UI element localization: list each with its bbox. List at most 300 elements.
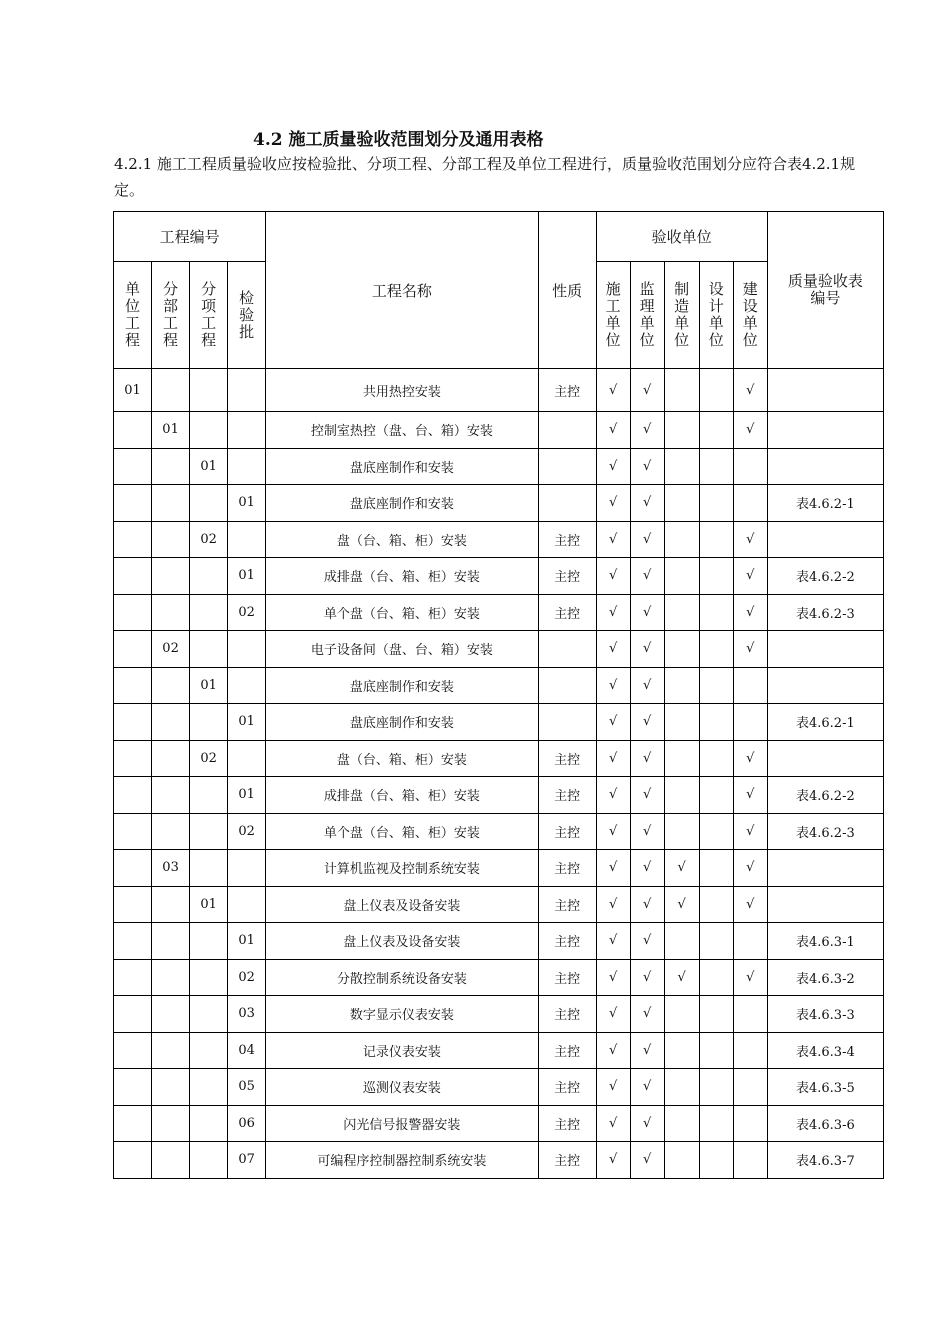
- header-batch: [228, 262, 266, 369]
- cell-c1: [114, 412, 152, 449]
- cell-d: [699, 959, 733, 996]
- cell-nature: 主控: [538, 886, 596, 923]
- cell-name: 盘（台、箱、柜）安装: [266, 521, 538, 558]
- cell-c2: [152, 1032, 190, 1069]
- cell-name: 电子设备间（盘、台、箱）安装: [266, 631, 538, 668]
- cell-s: √: [596, 485, 630, 522]
- table-row: [114, 959, 884, 996]
- cell-z: [664, 412, 699, 449]
- cell-c3: [190, 923, 228, 960]
- cell-z: [664, 521, 699, 558]
- cell-c4: 01: [228, 485, 266, 522]
- cell-name: 分散控制系统设备安装: [266, 959, 538, 996]
- cell-z: √: [664, 886, 699, 923]
- cell-c4: [228, 521, 266, 558]
- cell-name: 盘底座制作和安装: [266, 448, 538, 485]
- cell-j: √: [630, 813, 664, 850]
- cell-name: 盘底座制作和安装: [266, 485, 538, 522]
- cell-c4: [228, 448, 266, 485]
- cell-form: 表4.6.3-3: [767, 996, 883, 1033]
- cell-c2: [152, 485, 190, 522]
- cell-s: √: [596, 667, 630, 704]
- cell-c1: [114, 558, 152, 595]
- cell-d: [699, 740, 733, 777]
- cell-nature: [538, 485, 596, 522]
- cell-c2: [152, 1105, 190, 1142]
- cell-name: 盘底座制作和安装: [266, 667, 538, 704]
- cell-d: [699, 631, 733, 668]
- cell-s: √: [596, 631, 630, 668]
- cell-name: 数字显示仪表安装: [266, 996, 538, 1033]
- cell-c2: [152, 594, 190, 631]
- cell-c3: [190, 959, 228, 996]
- section-title: 4.2 施工质量验收范围划分及通用表格: [253, 130, 544, 150]
- cell-d: [699, 704, 733, 741]
- header-nature: 性质: [538, 212, 596, 369]
- cell-nature: 主控: [538, 959, 596, 996]
- table-row: [114, 740, 884, 777]
- header-supervise: [630, 262, 664, 369]
- table-row: [114, 412, 884, 449]
- cell-d: [699, 412, 733, 449]
- cell-form: [767, 412, 883, 449]
- cell-s: √: [596, 448, 630, 485]
- cell-name: 成排盘（台、箱、柜）安装: [266, 777, 538, 814]
- cell-c1: [114, 850, 152, 887]
- cell-d: [699, 923, 733, 960]
- cell-nature: [538, 412, 596, 449]
- cell-s: √: [596, 813, 630, 850]
- cell-c4: 02: [228, 959, 266, 996]
- section-paragraph: 4.2.1 施工工程质量验收应按检验批、分项工程、分部工程及单位工程进行，质量验收范围划分应符合表4.2.1规定。: [114, 155, 856, 199]
- cell-name: 记录仪表安装: [266, 1032, 538, 1069]
- cell-form: [767, 886, 883, 923]
- cell-s: √: [596, 521, 630, 558]
- cell-form: 表4.6.3-4: [767, 1032, 883, 1069]
- cell-nature: [538, 448, 596, 485]
- cell-b: √: [733, 813, 767, 850]
- cell-b: [733, 485, 767, 522]
- header-unit-text: 单位工程: [125, 280, 141, 349]
- cell-c2: [152, 1142, 190, 1179]
- cell-c1: [114, 448, 152, 485]
- header-design-text: 设计单位: [708, 280, 724, 349]
- cell-d: [699, 1142, 733, 1179]
- cell-j: √: [630, 631, 664, 668]
- cell-z: [664, 631, 699, 668]
- cell-c3: 01: [190, 448, 228, 485]
- cell-d: [699, 369, 733, 412]
- cell-z: [664, 558, 699, 595]
- cell-c4: 02: [228, 594, 266, 631]
- cell-d: [699, 558, 733, 595]
- cell-j: √: [630, 1105, 664, 1142]
- cell-name: 单个盘（台、箱、柜）安装: [266, 594, 538, 631]
- cell-c2: [152, 740, 190, 777]
- cell-c2: [152, 521, 190, 558]
- cell-form: 表4.6.2-2: [767, 558, 883, 595]
- cell-name: 成排盘（台、箱、柜）安装: [266, 558, 538, 595]
- cell-b: √: [733, 594, 767, 631]
- table-row: [114, 667, 884, 704]
- cell-form: [767, 369, 883, 412]
- cell-s: √: [596, 1069, 630, 1106]
- cell-form: 表4.6.2-1: [767, 704, 883, 741]
- cell-c3: [190, 1142, 228, 1179]
- cell-j: √: [630, 1142, 664, 1179]
- cell-c3: [190, 1105, 228, 1142]
- header-name: 工程名称: [266, 212, 538, 369]
- cell-c1: [114, 1069, 152, 1106]
- cell-form: [767, 631, 883, 668]
- cell-c3: [190, 1032, 228, 1069]
- cell-s: √: [596, 923, 630, 960]
- table-row: [114, 369, 884, 412]
- cell-c2: 02: [152, 631, 190, 668]
- cell-b: [733, 704, 767, 741]
- cell-j: √: [630, 740, 664, 777]
- cell-form: 表4.6.2-3: [767, 813, 883, 850]
- cell-z: [664, 740, 699, 777]
- cell-s: √: [596, 412, 630, 449]
- cell-c3: [190, 558, 228, 595]
- cell-b: √: [733, 777, 767, 814]
- cell-c4: [228, 369, 266, 412]
- cell-c2: [152, 777, 190, 814]
- cell-j: √: [630, 594, 664, 631]
- cell-form: [767, 667, 883, 704]
- header-build: [733, 262, 767, 369]
- cell-nature: 主控: [538, 996, 596, 1033]
- cell-z: [664, 1142, 699, 1179]
- cell-d: [699, 594, 733, 631]
- cell-c3: [190, 485, 228, 522]
- cell-j: √: [630, 558, 664, 595]
- cell-c3: 01: [190, 886, 228, 923]
- cell-name: 盘上仪表及设备安装: [266, 923, 538, 960]
- cell-c2: [152, 369, 190, 412]
- cell-d: [699, 850, 733, 887]
- table-row: [114, 996, 884, 1033]
- header-unit: [114, 262, 152, 369]
- table-row: [114, 448, 884, 485]
- table-row: [114, 558, 884, 595]
- cell-form: 表4.6.3-1: [767, 923, 883, 960]
- cell-c1: [114, 704, 152, 741]
- cell-s: √: [596, 959, 630, 996]
- cell-j: √: [630, 369, 664, 412]
- cell-c2: 01: [152, 412, 190, 449]
- cell-b: [733, 1032, 767, 1069]
- cell-c4: 06: [228, 1105, 266, 1142]
- cell-nature: 主控: [538, 594, 596, 631]
- cell-c2: [152, 667, 190, 704]
- cell-b: √: [733, 521, 767, 558]
- table-row: [114, 521, 884, 558]
- cell-j: √: [630, 886, 664, 923]
- cell-d: [699, 1105, 733, 1142]
- cell-b: √: [733, 886, 767, 923]
- cell-c1: [114, 740, 152, 777]
- table-row: [114, 813, 884, 850]
- cell-c2: [152, 813, 190, 850]
- cell-s: √: [596, 886, 630, 923]
- cell-s: √: [596, 369, 630, 412]
- cell-nature: 主控: [538, 1105, 596, 1142]
- cell-c4: 01: [228, 777, 266, 814]
- cell-z: [664, 1069, 699, 1106]
- cell-c3: [190, 996, 228, 1033]
- cell-b: [733, 1142, 767, 1179]
- cell-s: √: [596, 996, 630, 1033]
- cell-j: √: [630, 1069, 664, 1106]
- cell-c3: [190, 813, 228, 850]
- header-build-text: 建设单位: [742, 280, 758, 349]
- cell-c1: [114, 813, 152, 850]
- cell-s: √: [596, 777, 630, 814]
- cell-c1: [114, 886, 152, 923]
- cell-c1: [114, 1105, 152, 1142]
- cell-z: [664, 923, 699, 960]
- cell-c2: [152, 448, 190, 485]
- cell-name: 可编程序控制器控制系统安装: [266, 1142, 538, 1179]
- cell-nature: 主控: [538, 1142, 596, 1179]
- cell-j: √: [630, 667, 664, 704]
- cell-nature: [538, 704, 596, 741]
- header-design: [699, 262, 733, 369]
- cell-j: √: [630, 996, 664, 1033]
- cell-nature: [538, 667, 596, 704]
- cell-c4: [228, 667, 266, 704]
- cell-form: 表4.6.2-1: [767, 485, 883, 522]
- cell-c4: [228, 850, 266, 887]
- cell-c1: [114, 959, 152, 996]
- cell-b: √: [733, 850, 767, 887]
- cell-form: 表4.6.3-2: [767, 959, 883, 996]
- header-item: [190, 262, 228, 369]
- cell-z: √: [664, 959, 699, 996]
- cell-form: [767, 850, 883, 887]
- table-row: [114, 631, 884, 668]
- cell-form: [767, 448, 883, 485]
- cell-form: 表4.6.2-2: [767, 777, 883, 814]
- table-row: [114, 923, 884, 960]
- cell-c4: 07: [228, 1142, 266, 1179]
- cell-name: 盘（台、箱、柜）安装: [266, 740, 538, 777]
- cell-c4: 03: [228, 996, 266, 1033]
- cell-z: [664, 667, 699, 704]
- cell-c1: [114, 485, 152, 522]
- cell-form: 表4.6.3-7: [767, 1142, 883, 1179]
- cell-d: [699, 667, 733, 704]
- cell-s: √: [596, 704, 630, 741]
- cell-j: √: [630, 704, 664, 741]
- cell-c3: [190, 704, 228, 741]
- cell-s: √: [596, 1142, 630, 1179]
- cell-c3: [190, 1069, 228, 1106]
- cell-z: [664, 1105, 699, 1142]
- cell-b: √: [733, 558, 767, 595]
- cell-c1: [114, 667, 152, 704]
- header-code-group: 工程编号: [114, 212, 266, 262]
- cell-b: √: [733, 740, 767, 777]
- table-row: [114, 850, 884, 887]
- cell-b: [733, 448, 767, 485]
- cell-form: [767, 740, 883, 777]
- cell-c3: [190, 850, 228, 887]
- cell-s: √: [596, 1105, 630, 1142]
- cell-c3: [190, 369, 228, 412]
- header-form: [767, 212, 883, 369]
- cell-c2: [152, 558, 190, 595]
- cell-c1: [114, 521, 152, 558]
- cell-c2: [152, 1069, 190, 1106]
- cell-s: √: [596, 558, 630, 595]
- cell-nature: [538, 631, 596, 668]
- table-row: [114, 1069, 884, 1106]
- cell-nature: 主控: [538, 740, 596, 777]
- table-row: [114, 704, 884, 741]
- cell-c1: [114, 1142, 152, 1179]
- cell-nature: 主控: [538, 923, 596, 960]
- header-manufacture: [664, 262, 699, 369]
- cell-z: [664, 448, 699, 485]
- cell-nature: 主控: [538, 521, 596, 558]
- cell-c2: [152, 704, 190, 741]
- cell-s: √: [596, 1032, 630, 1069]
- cell-z: [664, 996, 699, 1033]
- cell-nature: 主控: [538, 369, 596, 412]
- table-row: [114, 485, 884, 522]
- cell-j: √: [630, 1032, 664, 1069]
- cell-c3: [190, 594, 228, 631]
- header-item-text: 分项工程: [201, 280, 217, 349]
- cell-c1: [114, 594, 152, 631]
- cell-j: √: [630, 923, 664, 960]
- header-accept-group: 验收单位: [596, 212, 767, 262]
- cell-d: [699, 996, 733, 1033]
- cell-d: [699, 813, 733, 850]
- cell-c4: 04: [228, 1032, 266, 1069]
- cell-c4: 02: [228, 813, 266, 850]
- cell-name: 计算机监视及控制系统安装: [266, 850, 538, 887]
- cell-s: √: [596, 850, 630, 887]
- cell-c2: 03: [152, 850, 190, 887]
- header-form-text: 质量验收表编号: [787, 272, 863, 307]
- table-row: [114, 594, 884, 631]
- cell-j: √: [630, 850, 664, 887]
- cell-c4: 01: [228, 923, 266, 960]
- cell-c4: 01: [228, 558, 266, 595]
- cell-b: [733, 1069, 767, 1106]
- cell-c1: [114, 923, 152, 960]
- cell-d: [699, 1069, 733, 1106]
- cell-j: √: [630, 448, 664, 485]
- cell-d: [699, 1032, 733, 1069]
- cell-nature: 主控: [538, 850, 596, 887]
- cell-c1: 01: [114, 369, 152, 412]
- cell-c1: [114, 631, 152, 668]
- cell-c1: [114, 996, 152, 1033]
- cell-c3: 02: [190, 521, 228, 558]
- cell-j: √: [630, 959, 664, 996]
- cell-z: √: [664, 850, 699, 887]
- cell-nature: 主控: [538, 558, 596, 595]
- cell-z: [664, 369, 699, 412]
- cell-j: √: [630, 485, 664, 522]
- cell-form: [767, 521, 883, 558]
- header-manufacture-text: 制造单位: [674, 280, 690, 349]
- cell-nature: 主控: [538, 1069, 596, 1106]
- header-construct-text: 施工单位: [605, 280, 621, 349]
- cell-c4: 05: [228, 1069, 266, 1106]
- cell-name: 单个盘（台、箱、柜）安装: [266, 813, 538, 850]
- cell-c3: 02: [190, 740, 228, 777]
- cell-j: √: [630, 777, 664, 814]
- cell-c2: [152, 959, 190, 996]
- acceptance-table: [113, 211, 884, 1179]
- cell-form: 表4.6.2-3: [767, 594, 883, 631]
- cell-c2: [152, 996, 190, 1033]
- table-row: [114, 1105, 884, 1142]
- cell-s: √: [596, 594, 630, 631]
- cell-name: 闪光信号报警器安装: [266, 1105, 538, 1142]
- cell-c4: [228, 740, 266, 777]
- header-supervise-text: 监理单位: [639, 280, 655, 349]
- cell-b: √: [733, 959, 767, 996]
- cell-c4: [228, 886, 266, 923]
- table-row: [114, 1032, 884, 1069]
- cell-b: √: [733, 412, 767, 449]
- cell-name: 共用热控安装: [266, 369, 538, 412]
- cell-nature: 主控: [538, 777, 596, 814]
- cell-b: [733, 996, 767, 1033]
- cell-name: 盘上仪表及设备安装: [266, 886, 538, 923]
- cell-c1: [114, 1032, 152, 1069]
- cell-d: [699, 448, 733, 485]
- cell-d: [699, 521, 733, 558]
- cell-d: [699, 777, 733, 814]
- cell-b: [733, 1105, 767, 1142]
- cell-d: [699, 485, 733, 522]
- cell-c3: [190, 777, 228, 814]
- cell-z: [664, 704, 699, 741]
- cell-s: √: [596, 740, 630, 777]
- cell-name: 巡测仪表安装: [266, 1069, 538, 1106]
- cell-z: [664, 1032, 699, 1069]
- cell-j: √: [630, 412, 664, 449]
- cell-b: √: [733, 369, 767, 412]
- cell-c3: [190, 412, 228, 449]
- cell-form: 表4.6.3-6: [767, 1105, 883, 1142]
- cell-c2: [152, 886, 190, 923]
- header-part: [152, 262, 190, 369]
- cell-c3: [190, 631, 228, 668]
- cell-form: 表4.6.3-5: [767, 1069, 883, 1106]
- header-part-text: 分部工程: [163, 280, 179, 349]
- cell-name: 控制室热控（盘、台、箱）安装: [266, 412, 538, 449]
- cell-c4: [228, 631, 266, 668]
- cell-c1: [114, 777, 152, 814]
- header-batch-text: 检验批: [239, 288, 255, 341]
- cell-nature: 主控: [538, 1032, 596, 1069]
- cell-b: [733, 923, 767, 960]
- cell-name: 盘底座制作和安装: [266, 704, 538, 741]
- cell-c3: 01: [190, 667, 228, 704]
- cell-j: √: [630, 521, 664, 558]
- cell-z: [664, 813, 699, 850]
- cell-c2: [152, 923, 190, 960]
